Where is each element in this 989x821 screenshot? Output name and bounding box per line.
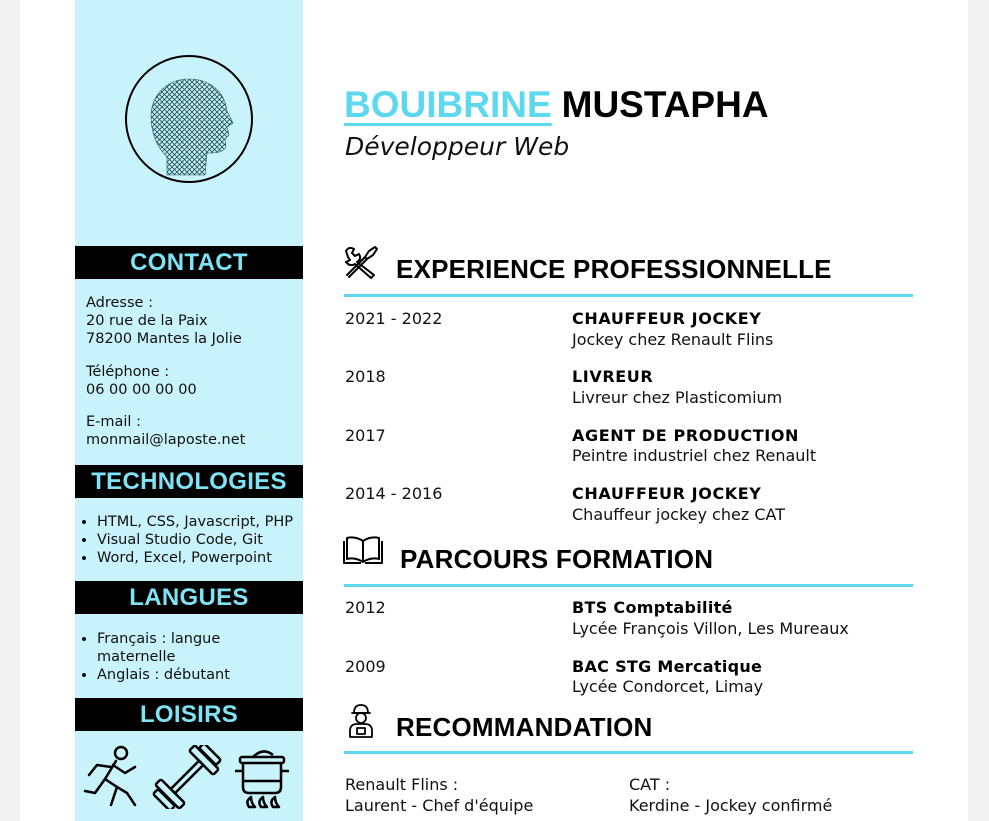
hobbies-icons [83,745,295,809]
experience-desc: Chauffeur jockey chez CAT [572,505,785,524]
book-icon [343,535,383,565]
experience-title: AGENT DE PRODUCTION [572,426,800,445]
experience-heading: EXPERIENCE PROFESSIONNELLE [396,254,832,284]
full-name [344,84,769,126]
address-line1: 20 rue de la Paix [86,313,208,329]
experience-date: 2021 - 2022 [345,309,443,328]
phone-value: 06 00 00 00 00 [86,382,197,398]
experience-title: LIVREUR [572,367,654,386]
recommendation-person: Kerdine - Jockey confirmé [629,796,833,815]
experience-title: CHAUFFEUR JOCKEY [572,484,762,503]
education-heading: PARCOURS FORMATION [400,544,714,574]
head-profile-icon [127,57,251,181]
recommendation-item [629,774,832,816]
experience-date: 2018 [345,367,386,386]
contact-heading: CONTACT [75,246,303,279]
experience-title: CHAUFFEUR JOCKEY [572,309,762,328]
worker-icon [347,703,375,739]
recommendation-divider [344,751,913,754]
experience-divider [344,294,913,297]
education-desc: Lycée François Villon, Les Mureaux [572,619,849,638]
technologies-list [82,513,307,567]
list-item: • Français : langue maternelle [97,630,247,666]
cooking-pot-icon [235,751,289,807]
recommendation-item [345,774,533,816]
experience-desc: Peintre industriel chez Renault [572,446,817,465]
email-value: monmail@laposte.net [86,432,246,448]
languages-heading: LANGUES [75,581,303,614]
list-item: • Visual Studio Code, Git [97,531,307,549]
phone-label: Téléphone : [86,364,170,380]
recommendation-person: Laurent - Chef d'équipe [345,796,534,815]
tools-icon [343,245,379,281]
recommendation-company: Renault Flins : [345,775,459,794]
sidebar [75,0,303,821]
experience-date: 2014 - 2016 [345,484,443,503]
technologies-heading: TECHNOLOGIES [75,465,303,498]
education-title: BAC STG Mercatique [572,657,763,676]
dumbbell-icon [150,745,225,809]
education-divider [344,584,913,587]
hobbies-heading: LOISIRS [75,698,303,731]
experience-desc: Livreur chez Plasticomium [572,388,783,407]
address-label: Adresse : [86,295,153,311]
experience-desc: Jockey chez Renault Flins [572,330,774,349]
job-title: Développeur Web [345,132,570,161]
contact-info [86,294,245,449]
address-line2: 78200 Mantes la Jolie [86,331,242,347]
languages-list [82,630,307,684]
education-title: BTS Comptabilité [572,598,733,617]
list-item: • Anglais : débutant [97,666,307,684]
last-name: MUSTAPHA [561,84,769,125]
list-item: • Word, Excel, Powerpoint [97,549,307,567]
experience-date: 2017 [345,426,386,445]
list-item: • HTML, CSS, Javascript, PHP [97,513,307,531]
recommendation-heading: RECOMMANDATION [396,712,653,742]
email-label: E-mail : [86,414,141,430]
education-date: 2012 [345,598,386,617]
education-date: 2009 [345,657,386,676]
avatar [125,55,253,183]
education-desc: Lycée Condorcet, Limay [572,677,764,696]
first-name: BOUIBRINE [344,84,552,125]
recommendation-company: CAT : [629,775,671,794]
running-icon [85,747,135,805]
